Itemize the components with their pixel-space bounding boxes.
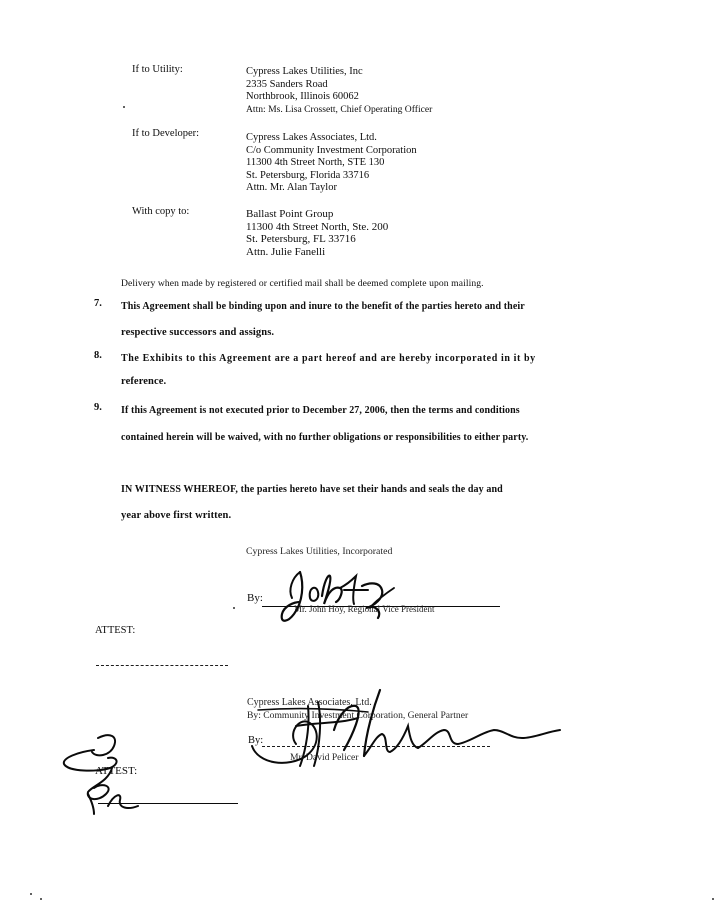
clause-line: contained herein will be waived, with no further obligations or responsibilities to either party. — [121, 432, 529, 443]
delivery-text: Delivery when made by registered or certified mail shall be deemed complete upon mailing. — [121, 278, 484, 289]
scan-speck — [233, 607, 235, 609]
clause-number: 9. — [94, 402, 102, 413]
developer-by-label: By: — [248, 735, 264, 746]
clause-line: The Exhibits to this Agreement are a part hereof and are hereby incorporated in it by — [121, 353, 536, 364]
notice-utility-label: If to Utility: — [132, 64, 183, 75]
address-line: Attn: Ms. Lisa Crossett, Chief Operating Officer — [246, 103, 433, 115]
address-line: Attn. Mr. Alan Taylor — [246, 182, 337, 194]
notice-utility-address — [246, 66, 432, 116]
address-line: Northbrook, Illinois 60062 — [246, 91, 359, 103]
developer-handwritten-signature — [248, 686, 578, 772]
address-line: Cypress Lakes Associates, Ltd. — [246, 132, 377, 143]
witness-line: IN WITNESS WHEREOF, the parties hereto have set their hands and seals the day and — [121, 484, 503, 495]
clause-line: If this Agreement is not executed prior to December 27, 2006, then the terms and conditions — [121, 405, 520, 416]
notice-developer-address — [246, 132, 417, 195]
clause-line: This Agreement shall be binding upon and inure to the benefit of the parties hereto and their — [121, 301, 525, 312]
utility-by-label: By: — [247, 592, 263, 604]
address-line: 11300 4th Street North, STE 130 — [246, 157, 385, 169]
address-line: St. Petersburg, FL 33716 — [246, 233, 356, 246]
witness-line: year above first written. — [121, 510, 232, 521]
address-line: Attn. Julie Fanelli — [246, 245, 326, 258]
address-line: C/o Community Investment Corporation — [246, 144, 417, 156]
utility-handwritten-signature — [270, 568, 410, 632]
developer-signer-name: Mr. David Pelicer — [290, 752, 359, 763]
attest2-label: ATTEST: — [95, 765, 138, 777]
attest2-handwritten-signature — [58, 728, 248, 818]
clause-line: reference. — [121, 376, 167, 387]
address-line: Cypress Lakes Utilities, Inc — [246, 66, 363, 77]
scan-speck — [123, 106, 125, 108]
address-line: 11300 4th Street North, Ste. 200 — [246, 220, 389, 233]
clause-number: 8. — [94, 350, 102, 361]
clause-line: respective successors and assigns. — [121, 327, 275, 338]
clause-number: 7. — [94, 298, 102, 309]
notice-copy-label: With copy to: — [132, 206, 190, 217]
notice-copy-address — [246, 208, 388, 258]
developer-by-line: By: Community Investment Corporation, General Partner — [247, 710, 469, 721]
utility-company-name: Cypress Lakes Utilities, Incorporated — [246, 546, 393, 557]
notice-developer-label: If to Developer: — [132, 128, 200, 139]
utility-signer-name: Mr. John Hoy, Regional Vice President — [294, 604, 435, 614]
attest-label: ATTEST: — [95, 625, 136, 636]
address-line: St. Petersburg, Florida 33716 — [246, 169, 370, 181]
attest-signature-line — [96, 665, 228, 666]
address-line: Ballast Point Group — [246, 208, 334, 220]
address-line: 2335 Sanders Road — [246, 78, 328, 90]
scan-speck — [30, 893, 32, 895]
scan-speck — [712, 898, 714, 900]
developer-company-name: Cypress Lakes Associates, Ltd. — [247, 697, 372, 708]
scan-speck — [40, 898, 42, 900]
